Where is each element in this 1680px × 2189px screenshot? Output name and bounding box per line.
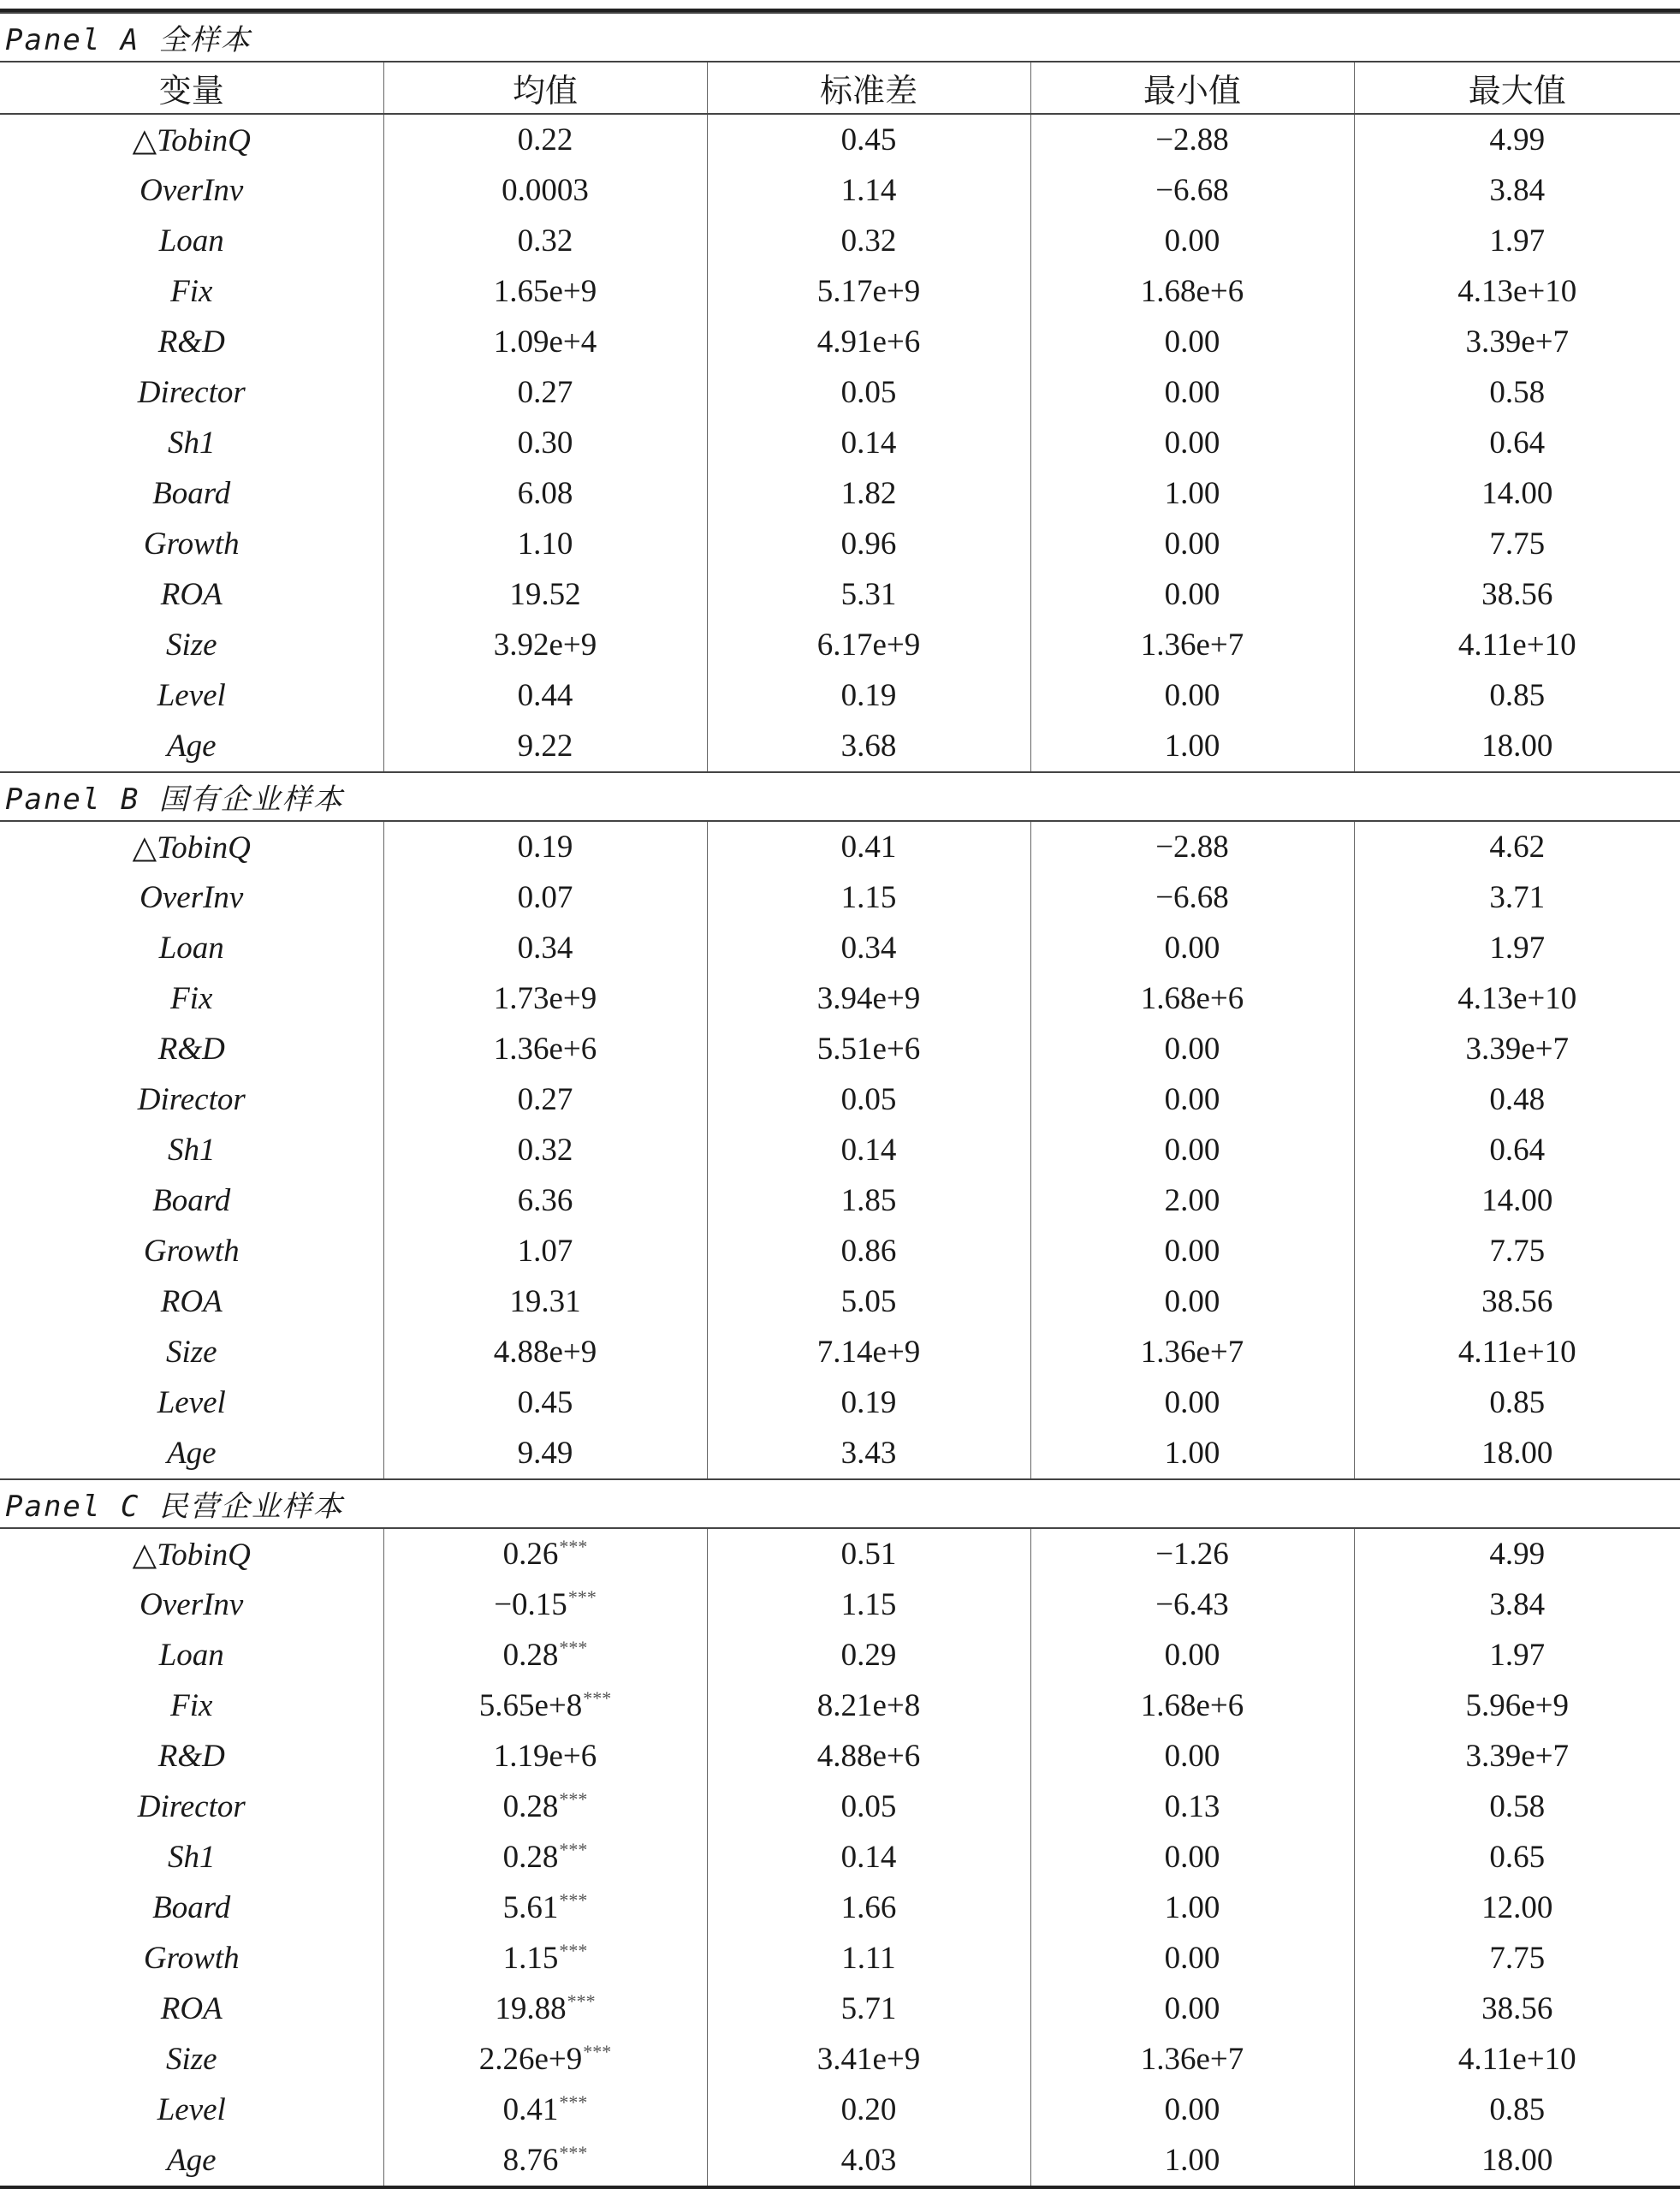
- mean-cell: [383, 1428, 707, 1479]
- mean-value: 0.28: [502, 1789, 559, 1824]
- mean-value: 2.26e+9: [478, 2042, 583, 2077]
- min-cell: 0.13: [1030, 1782, 1354, 1832]
- mean-cell: [383, 1579, 707, 1630]
- variable-cell: Growth: [143, 1234, 240, 1269]
- significance-mark: ***: [567, 1585, 597, 1608]
- mean-value: 9.22: [517, 729, 573, 764]
- table-row: [0, 1579, 1680, 1630]
- max-cell: 7.75: [1354, 519, 1680, 569]
- variable-cell: Loan: [158, 1638, 224, 1673]
- mean-value: 8.76: [502, 2143, 559, 2178]
- max-cell: 4.99: [1354, 1528, 1680, 1579]
- variable-cell: Board: [152, 476, 231, 511]
- min-cell: 0.00: [1030, 923, 1354, 973]
- std-dev-cell: 0.29: [707, 1630, 1030, 1680]
- mean-value: 1.10: [517, 526, 573, 562]
- std-dev-cell: 5.71: [707, 1984, 1030, 2034]
- max-cell: 4.13e+10: [1354, 266, 1680, 317]
- variable-cell: ROA: [160, 1284, 223, 1319]
- mean-value: 0.07: [517, 880, 573, 915]
- mean-value: 0.27: [517, 1082, 573, 1117]
- panel-title-row: [0, 1479, 1680, 1528]
- max-cell: 7.75: [1354, 1226, 1680, 1276]
- table-row: [0, 973, 1680, 1024]
- significance-mark: ***: [583, 2040, 612, 2062]
- mean-value: 19.52: [509, 577, 581, 612]
- variable-cell: △TobinQ: [132, 1537, 251, 1573]
- table-row: [0, 418, 1680, 468]
- mean-value: 0.44: [517, 678, 573, 713]
- table-row: [0, 519, 1680, 569]
- mean-cell: [383, 1276, 707, 1327]
- max-cell: 0.64: [1354, 1125, 1680, 1175]
- max-cell: 38.56: [1354, 569, 1680, 620]
- column-header: 标准差: [707, 62, 1030, 114]
- table-row: [0, 2135, 1680, 2187]
- min-cell: 0.00: [1030, 1074, 1354, 1125]
- max-cell: 0.58: [1354, 367, 1680, 418]
- significance-mark: ***: [559, 1838, 588, 1860]
- max-cell: 12.00: [1354, 1883, 1680, 1933]
- max-cell: 3.39e+7: [1354, 1731, 1680, 1782]
- descriptive-statistics-table: [0, 9, 1680, 2189]
- mean-cell: [383, 114, 707, 165]
- mean-cell: [383, 721, 707, 772]
- table-row: [0, 1428, 1680, 1479]
- column-header: 均值: [383, 62, 707, 114]
- min-cell: 1.36e+7: [1030, 2034, 1354, 2085]
- table-body: [0, 13, 1680, 2189]
- max-cell: 38.56: [1354, 1276, 1680, 1327]
- max-cell: 18.00: [1354, 2135, 1680, 2187]
- max-cell: 3.84: [1354, 1579, 1680, 1630]
- max-cell: 14.00: [1354, 468, 1680, 519]
- min-cell: −6.68: [1030, 165, 1354, 216]
- min-cell: 0.00: [1030, 1630, 1354, 1680]
- mean-value: 5.65e+8: [478, 1688, 583, 1723]
- variable-cell: Size: [165, 1335, 217, 1370]
- variable-cell: OverInv: [140, 173, 244, 208]
- table-row: [0, 872, 1680, 923]
- variable-cell: R&D: [157, 324, 225, 360]
- mean-cell: [383, 165, 707, 216]
- max-cell: 0.65: [1354, 1832, 1680, 1883]
- max-cell: 1.97: [1354, 216, 1680, 266]
- std-dev-cell: 0.86: [707, 1226, 1030, 1276]
- mean-value: 0.19: [517, 830, 573, 865]
- table-row: [0, 670, 1680, 721]
- mean-cell: [383, 216, 707, 266]
- std-dev-cell: 0.41: [707, 821, 1030, 872]
- table-row: [0, 1125, 1680, 1175]
- table-row: [0, 1680, 1680, 1731]
- max-cell: 3.84: [1354, 165, 1680, 216]
- variable-cell: Fix: [170, 1688, 213, 1723]
- column-header-row: [0, 62, 1680, 114]
- mean-value: 0.27: [517, 375, 573, 410]
- max-cell: 1.97: [1354, 1630, 1680, 1680]
- variable-cell: Loan: [158, 223, 224, 259]
- min-cell: 0.00: [1030, 1832, 1354, 1883]
- std-dev-cell: 5.51e+6: [707, 1024, 1030, 1074]
- min-cell: −2.88: [1030, 114, 1354, 165]
- max-cell: 3.71: [1354, 872, 1680, 923]
- mean-cell: [383, 418, 707, 468]
- max-cell: 5.96e+9: [1354, 1680, 1680, 1731]
- std-dev-cell: 0.05: [707, 1782, 1030, 1832]
- min-cell: 0.00: [1030, 367, 1354, 418]
- variable-cell: △TobinQ: [132, 830, 251, 865]
- min-cell: 0.00: [1030, 317, 1354, 367]
- significance-mark: ***: [559, 1889, 588, 1911]
- mean-cell: [383, 923, 707, 973]
- panel-title: Panel B 国有企业样本: [0, 772, 1680, 821]
- max-cell: 18.00: [1354, 721, 1680, 772]
- std-dev-cell: 1.15: [707, 1579, 1030, 1630]
- mean-cell: [383, 821, 707, 872]
- mean-value: 1.65e+9: [493, 274, 597, 309]
- variable-cell: R&D: [157, 1739, 225, 1774]
- std-dev-cell: 5.05: [707, 1276, 1030, 1327]
- variable-cell: Level: [157, 678, 226, 713]
- column-header: 最大值: [1354, 62, 1680, 114]
- mean-cell: [383, 1832, 707, 1883]
- variable-cell: Director: [137, 1789, 246, 1824]
- max-cell: 18.00: [1354, 1428, 1680, 1479]
- std-dev-cell: 0.45: [707, 114, 1030, 165]
- mean-cell: [383, 317, 707, 367]
- table-row: [0, 1024, 1680, 1074]
- max-cell: 38.56: [1354, 1984, 1680, 2034]
- table-row: [0, 1175, 1680, 1226]
- significance-mark: ***: [559, 2141, 588, 2163]
- min-cell: 0.00: [1030, 1984, 1354, 2034]
- mean-cell: [383, 1377, 707, 1428]
- variable-cell: OverInv: [140, 1587, 244, 1622]
- mean-value: 0.26: [502, 1537, 559, 1572]
- max-cell: 14.00: [1354, 1175, 1680, 1226]
- min-cell: −6.68: [1030, 872, 1354, 923]
- mean-cell: [383, 1731, 707, 1782]
- variable-cell: ROA: [160, 577, 223, 612]
- mean-cell: [383, 2085, 707, 2135]
- mean-cell: [383, 1680, 707, 1731]
- variable-cell: R&D: [157, 1032, 225, 1067]
- mean-cell: [383, 1175, 707, 1226]
- mean-value: 0.32: [517, 223, 573, 259]
- std-dev-cell: 3.43: [707, 1428, 1030, 1479]
- min-cell: 0.00: [1030, 1276, 1354, 1327]
- min-cell: 1.68e+6: [1030, 1680, 1354, 1731]
- max-cell: 3.39e+7: [1354, 1024, 1680, 1074]
- max-cell: 4.11e+10: [1354, 1327, 1680, 1377]
- variable-cell: Age: [166, 1436, 217, 1471]
- mean-value: 0.28: [502, 1840, 559, 1875]
- mean-value: 1.36e+6: [493, 1032, 597, 1067]
- mean-cell: [383, 1226, 707, 1276]
- min-cell: 0.00: [1030, 1024, 1354, 1074]
- table-row: [0, 1377, 1680, 1428]
- variable-cell: Board: [152, 1183, 231, 1218]
- variable-cell: Director: [137, 375, 246, 410]
- min-cell: 2.00: [1030, 1175, 1354, 1226]
- max-cell: 4.62: [1354, 821, 1680, 872]
- table-row: [0, 923, 1680, 973]
- mean-value: 9.49: [517, 1436, 573, 1471]
- significance-mark: ***: [567, 1990, 596, 2012]
- variable-cell: Age: [166, 2143, 217, 2178]
- min-cell: 0.00: [1030, 1125, 1354, 1175]
- mean-value: 6.36: [517, 1183, 573, 1218]
- mean-cell: [383, 468, 707, 519]
- min-cell: 1.68e+6: [1030, 973, 1354, 1024]
- max-cell: 4.11e+10: [1354, 2034, 1680, 2085]
- max-cell: 0.85: [1354, 1377, 1680, 1428]
- variable-cell: Growth: [143, 526, 240, 562]
- max-cell: 4.99: [1354, 114, 1680, 165]
- max-cell: 3.39e+7: [1354, 317, 1680, 367]
- mean-cell: [383, 1528, 707, 1579]
- std-dev-cell: 6.17e+9: [707, 620, 1030, 670]
- table-row: [0, 569, 1680, 620]
- min-cell: 0.00: [1030, 1933, 1354, 1984]
- variable-cell: Growth: [143, 1941, 240, 1976]
- significance-mark: ***: [559, 1787, 588, 1810]
- mean-value: 19.31: [509, 1284, 581, 1319]
- variable-cell: OverInv: [140, 880, 244, 915]
- std-dev-cell: 1.14: [707, 165, 1030, 216]
- panel-title: Panel A 全样本: [0, 13, 1680, 62]
- min-cell: −1.26: [1030, 1528, 1354, 1579]
- min-cell: 1.00: [1030, 721, 1354, 772]
- mean-value: 0.22: [517, 122, 573, 158]
- std-dev-cell: 4.91e+6: [707, 317, 1030, 367]
- table-row: [0, 114, 1680, 165]
- column-header: 最小值: [1030, 62, 1354, 114]
- min-cell: 0.00: [1030, 1731, 1354, 1782]
- min-cell: 1.00: [1030, 1428, 1354, 1479]
- table-row: [0, 620, 1680, 670]
- std-dev-cell: 0.19: [707, 670, 1030, 721]
- table-row: [0, 1074, 1680, 1125]
- mean-cell: [383, 973, 707, 1024]
- mean-cell: [383, 872, 707, 923]
- mean-cell: [383, 2034, 707, 2085]
- mean-cell: [383, 1327, 707, 1377]
- std-dev-cell: 0.05: [707, 367, 1030, 418]
- variable-cell: Loan: [158, 931, 224, 966]
- mean-cell: [383, 519, 707, 569]
- min-cell: 0.00: [1030, 569, 1354, 620]
- mean-value: 0.28: [502, 1638, 559, 1673]
- mean-value: 4.88e+9: [493, 1335, 597, 1370]
- table-row: [0, 2085, 1680, 2135]
- std-dev-cell: 0.20: [707, 2085, 1030, 2135]
- std-dev-cell: 0.34: [707, 923, 1030, 973]
- variable-cell: △TobinQ: [132, 122, 251, 158]
- min-cell: −2.88: [1030, 821, 1354, 872]
- variable-cell: Sh1: [168, 425, 216, 461]
- table-row: [0, 317, 1680, 367]
- variable-cell: Fix: [170, 274, 213, 309]
- table-row: [0, 165, 1680, 216]
- table-row: [0, 468, 1680, 519]
- variable-cell: Level: [157, 1385, 226, 1420]
- max-cell: 0.58: [1354, 1782, 1680, 1832]
- significance-mark: ***: [559, 2091, 588, 2113]
- max-cell: 4.11e+10: [1354, 620, 1680, 670]
- table-row: [0, 1226, 1680, 1276]
- table-row: [0, 1832, 1680, 1883]
- min-cell: 1.36e+7: [1030, 620, 1354, 670]
- max-cell: 0.48: [1354, 1074, 1680, 1125]
- significance-mark: ***: [559, 1636, 588, 1658]
- variable-cell: Sh1: [168, 1133, 216, 1168]
- table-row: [0, 721, 1680, 772]
- variable-cell: Size: [165, 2042, 217, 2077]
- mean-value: 1.73e+9: [493, 981, 597, 1016]
- table-row: [0, 367, 1680, 418]
- min-cell: 1.36e+7: [1030, 1327, 1354, 1377]
- mean-cell: [383, 1883, 707, 1933]
- mean-cell: [383, 1782, 707, 1832]
- mean-value: 0.0003: [502, 173, 589, 208]
- table-row: [0, 1782, 1680, 1832]
- mean-value: 0.41: [502, 2092, 559, 2127]
- mean-cell: [383, 569, 707, 620]
- max-cell: 0.85: [1354, 2085, 1680, 2135]
- std-dev-cell: 0.14: [707, 1125, 1030, 1175]
- min-cell: 0.00: [1030, 2085, 1354, 2135]
- std-dev-cell: 0.32: [707, 216, 1030, 266]
- min-cell: 0.00: [1030, 519, 1354, 569]
- mean-value: 1.07: [517, 1234, 573, 1269]
- min-cell: 1.00: [1030, 468, 1354, 519]
- panel-title: Panel C 民营企业样本: [0, 1479, 1680, 1528]
- mean-cell: [383, 670, 707, 721]
- mean-cell: [383, 1024, 707, 1074]
- max-cell: 0.64: [1354, 418, 1680, 468]
- std-dev-cell: 0.05: [707, 1074, 1030, 1125]
- max-cell: 0.85: [1354, 670, 1680, 721]
- std-dev-cell: 5.31: [707, 569, 1030, 620]
- std-dev-cell: 7.14e+9: [707, 1327, 1030, 1377]
- mean-value: 5.61: [502, 1890, 559, 1925]
- max-cell: 4.13e+10: [1354, 973, 1680, 1024]
- min-cell: −6.43: [1030, 1579, 1354, 1630]
- mean-value: 1.09e+4: [493, 324, 597, 360]
- table-row: [0, 821, 1680, 872]
- std-dev-cell: 1.85: [707, 1175, 1030, 1226]
- std-dev-cell: 3.94e+9: [707, 973, 1030, 1024]
- std-dev-cell: 0.51: [707, 1528, 1030, 1579]
- variable-cell: ROA: [160, 1991, 223, 2026]
- mean-value: −0.15: [494, 1587, 567, 1622]
- std-dev-cell: 0.96: [707, 519, 1030, 569]
- min-cell: 1.00: [1030, 1883, 1354, 1933]
- table-row: [0, 1528, 1680, 1579]
- table-row: [0, 1731, 1680, 1782]
- std-dev-cell: 3.68: [707, 721, 1030, 772]
- mean-cell: [383, 1933, 707, 1984]
- column-header: 变量: [0, 62, 383, 114]
- table-row: [0, 1276, 1680, 1327]
- table-row: [0, 1327, 1680, 1377]
- std-dev-cell: 3.41e+9: [707, 2034, 1030, 2085]
- mean-cell: [383, 266, 707, 317]
- std-dev-cell: 4.88e+6: [707, 1731, 1030, 1782]
- std-dev-cell: 0.14: [707, 1832, 1030, 1883]
- std-dev-cell: 0.19: [707, 1377, 1030, 1428]
- mean-cell: [383, 1630, 707, 1680]
- significance-mark: ***: [559, 1939, 588, 1961]
- variable-cell: Age: [166, 729, 217, 764]
- table-row: [0, 2034, 1680, 2085]
- min-cell: 0.00: [1030, 1226, 1354, 1276]
- mean-cell: [383, 1984, 707, 2034]
- std-dev-cell: 5.17e+9: [707, 266, 1030, 317]
- mean-cell: [383, 367, 707, 418]
- variable-cell: Director: [137, 1082, 246, 1117]
- mean-cell: [383, 1074, 707, 1125]
- mean-cell: [383, 1125, 707, 1175]
- mean-value: 1.15: [502, 1941, 559, 1976]
- table-row: [0, 1984, 1680, 2034]
- table-row: [0, 266, 1680, 317]
- mean-cell: [383, 2135, 707, 2187]
- variable-cell: Board: [152, 1890, 231, 1925]
- mean-value: 3.92e+9: [493, 628, 597, 663]
- table-row: [0, 1883, 1680, 1933]
- variable-cell: Sh1: [168, 1840, 216, 1875]
- mean-value: 6.08: [517, 476, 573, 511]
- min-cell: 0.00: [1030, 670, 1354, 721]
- variable-cell: Fix: [170, 981, 213, 1016]
- std-dev-cell: 1.82: [707, 468, 1030, 519]
- min-cell: 1.00: [1030, 2135, 1354, 2187]
- significance-mark: ***: [559, 1535, 588, 1557]
- min-cell: 0.00: [1030, 418, 1354, 468]
- std-dev-cell: 8.21e+8: [707, 1680, 1030, 1731]
- table-row: [0, 216, 1680, 266]
- mean-value: 0.45: [517, 1385, 573, 1420]
- significance-mark: ***: [583, 1686, 612, 1709]
- mean-value: 1.19e+6: [493, 1739, 597, 1774]
- variable-cell: Level: [157, 2092, 226, 2127]
- mean-value: 0.30: [517, 425, 573, 461]
- mean-value: 0.32: [517, 1133, 573, 1168]
- table-row: [0, 1630, 1680, 1680]
- max-cell: 1.97: [1354, 923, 1680, 973]
- min-cell: 1.68e+6: [1030, 266, 1354, 317]
- mean-value: 0.34: [517, 931, 573, 966]
- std-dev-cell: 1.66: [707, 1883, 1030, 1933]
- mean-cell: [383, 620, 707, 670]
- min-cell: 0.00: [1030, 1377, 1354, 1428]
- panel-title-row: [0, 13, 1680, 62]
- std-dev-cell: 1.15: [707, 872, 1030, 923]
- std-dev-cell: 4.03: [707, 2135, 1030, 2187]
- table-row: [0, 1933, 1680, 1984]
- min-cell: 0.00: [1030, 216, 1354, 266]
- std-dev-cell: 1.11: [707, 1933, 1030, 1984]
- max-cell: 7.75: [1354, 1933, 1680, 1984]
- panel-title-row: [0, 772, 1680, 821]
- std-dev-cell: 0.14: [707, 418, 1030, 468]
- variable-cell: Size: [165, 628, 217, 663]
- mean-value: 19.88: [495, 1991, 567, 2026]
